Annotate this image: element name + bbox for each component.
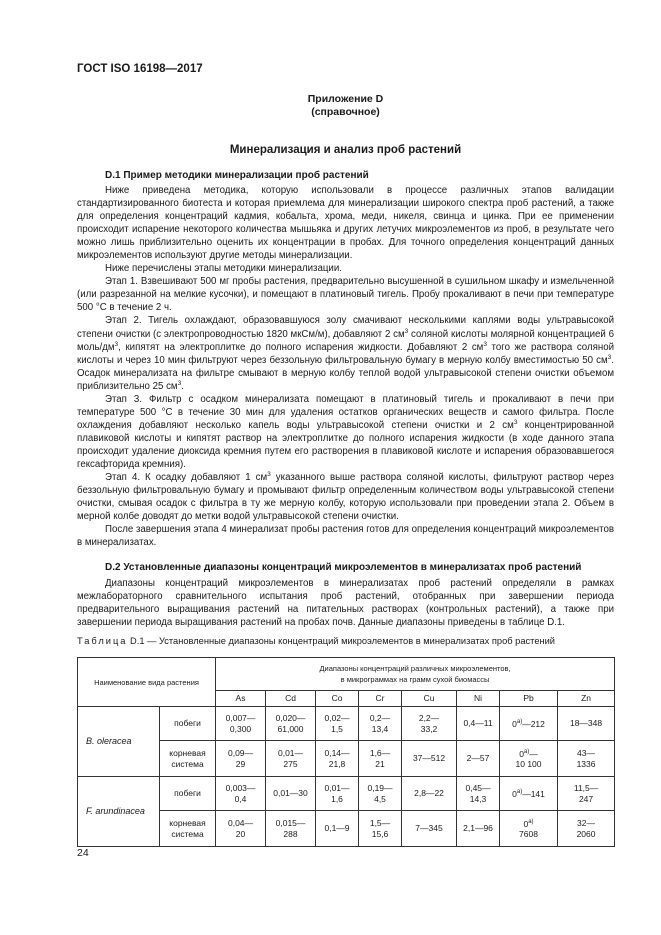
value-cell: 0,2— 13,4 [359,707,402,741]
value-cell: 0,01—30 [266,777,316,811]
annex-heading [77,93,614,119]
element-header: Ni [457,691,500,707]
element-header: Zn [558,691,615,707]
value-cell: 0,45— 14,3 [457,777,500,811]
value-cell: 37—512 [402,741,457,777]
d1-step-3: Этап 3. Фильтр с осадком минерализата помещают в платиновый тигель и прокаливают в печи при температуре 500 °С в течение 30 мин для удаления остатков органических веществ и самого фильтра. После охлаждения добавляют несколько капель воды ультравысокой степени очистки и 2 $см^3$ концентрированной плавиковой кислоты и кипятят раствор на электроплитке до полного испарения жидкости (в ходе данного этапа происходит удаление диоксида кремния путем его растворения в плавиковой кислоте и испарения образовавшегося гексафторида кремния). [77,393,614,470]
page-number: 24 [77,847,89,859]
value-cell: 0$^{a)}$— 10 100 [500,741,558,777]
d1-paragraph-steps-intro: Ниже перечислены этапы методики минерализации. [105,263,342,275]
value-cell: 0,4—11 [457,707,500,741]
table-caption: Таблица D.1 — Установленные диапазоны концентраций микроэлементов в минерализатах проб растений [77,636,556,646]
d1-step-2: Этап 2. Тигель охлаждают, образовавшуюся золу смачивают несколькими каплями воды ультравысокой степени очистки (с электропроводностью 1820 мкСм/м), добавляют 2 $см^3$ соляной кислоты молярной концентрацией 6 моль/$дм^3$, кипятят на электроплитке до полного испарения жидкости. Добавляют 2 $см^3$ того же раствора соляной кислоты и через 10 мин фильтруют через беззольную фильтровальную бумагу в мерную колбу вместимостью 50 $см^3$. Осадок минерализата на фильтре смывают в мерную колбу теплой водой ультравысокой степени очистки объемом приблизительно 25 $см^3$. [77,315,614,392]
value-cell: 43— 1336 [558,741,615,777]
annex-note: (справочное) [311,106,380,118]
value-cell: 0,020— 61,000 [266,707,316,741]
value-cell: 0$^{a)}$—141 [500,777,558,811]
plant-part: побеги [160,707,216,741]
value-cell: 0,14— 21,8 [316,741,359,777]
value-cell: 11,5— 247 [558,777,615,811]
value-cell: 2—57 [457,741,500,777]
plant-part: побеги [160,777,216,811]
value-cell: 2,8—22 [402,777,457,811]
value-cell: 0,1—9 [316,811,359,847]
element-header: As [216,691,266,707]
species-name: B. oleracea [78,707,160,777]
d2-paragraph: Диапазоны концентраций микроэлементов в минерализатах проб растений определяли в рамках межлабораторного сравнительного испытания проб растений, отобранных при завершении периода предварительного выращивания растений на питательных растворах (контрольных растений), а также при завершении периода выращивания растений на пробах почв. Данные диапазоны приведены в таблице D.1. [77,578,614,629]
subsection-d2-heading: D.2 Установленные диапазоны концентраций микроэлементов в минерализатах проб растений [105,562,582,573]
value-cell: 0,01— 275 [266,741,316,777]
value-cell: 2,1—96 [457,811,500,847]
plant-part: корневая система [160,741,216,777]
value-cell: 0,01— 1,6 [316,777,359,811]
subsection-d1-heading: D.1 Пример методики минерализации проб растений [105,170,369,181]
d1-step-1: Этап 1. Взвешивают 500 мг пробы растения, предварительно высушенной в сушильном шкафу и измельченной (или разрезанной на мелкие кусочки), и помещают в платиновый тигель. Пробу прокаливают в печи при температуре 500 °С в течение 2 ч. [77,276,614,314]
element-header: Cr [359,691,402,707]
d2-body [77,577,614,629]
species-name: F. arundinacea [78,777,160,847]
d1-paragraph-intro: Ниже приведена методика, которую использовали в процессе различных этапов валидации стандартизированного биотеста и которая приемлема для минерализации широкого спектра проб растений, а также для определения концентраций кадмия, кобальта, хрома, меди, никеля, свинца и цинка. При ее применении происходит испарение некоторого количества мышьяка и других летучих микроэлементов из проб, в результате чего можно лишь приблизительно оценить их концентрации в пробах. Для точного определения концентраций данных микроэлементов используют другие методы минерализации. [77,185,614,262]
value-cell: 1,5— 15,6 [359,811,402,847]
plant-part: корневая система [160,811,216,847]
document-code: ГОСТ ISO 16198—2017 [77,63,203,75]
value-cell: 1,6— 21 [359,741,402,777]
value-cell: 0,007— 0,300 [216,707,266,741]
table-row [78,707,615,741]
value-cell: 0,09— 29 [216,741,266,777]
value-cell: 0,015— 288 [266,811,316,847]
value-cell: 0,003— 0,4 [216,777,266,811]
value-cell: 0,19— 4,5 [359,777,402,811]
concentration-table [77,657,615,847]
element-header: Cd [266,691,316,707]
section-title: Минерализация и анализ проб растений [229,144,462,156]
value-cell: 0,04— 20 [216,811,266,847]
value-cell: 0$^{a)}$—212 [500,707,558,741]
value-cell: 32— 2060 [558,811,615,847]
value-cell: 0,02— 1,5 [316,707,359,741]
d1-paragraph-end: После завершения этапа 4 минерализат пробы растения готов для определения концентраций микроэлементов в минерализатах. [77,524,614,549]
header-ranges: Диапазоны концентраций различных микроэлементов, в микрограммах на грамм сухой биомассы [216,658,615,691]
value-cell: 7—345 [402,811,457,847]
header-species: Наименование вида растения [78,658,216,707]
table-body [78,707,615,847]
value-cell: 18—348 [558,707,615,741]
value-cell: 2,2— 33,2 [402,707,457,741]
d1-step-4: Этап 4. К осадку добавляют 1 $см^3$ указанного выше раствора соляной кислоты, фильтруют раствор через беззольную фильтровальную бумагу и промывают фильтр определенным количеством воды ультравысокой степени очистки, смывая осадок с фильтра в ту же мерную колбу, которую использовали при проведении этапа 2. Объем в мерной колбе доводят до метки водой ультравысокой степени очистки. [77,470,614,523]
d1-body [77,184,614,549]
element-header: Pb [500,691,558,707]
value-cell: 0$^{a)}$ 7608 [500,811,558,847]
annex-label: Приложение D [307,93,384,105]
element-header: Cu [402,691,457,707]
table-row [78,777,615,811]
element-header: Co [316,691,359,707]
table-header-row [78,658,615,691]
